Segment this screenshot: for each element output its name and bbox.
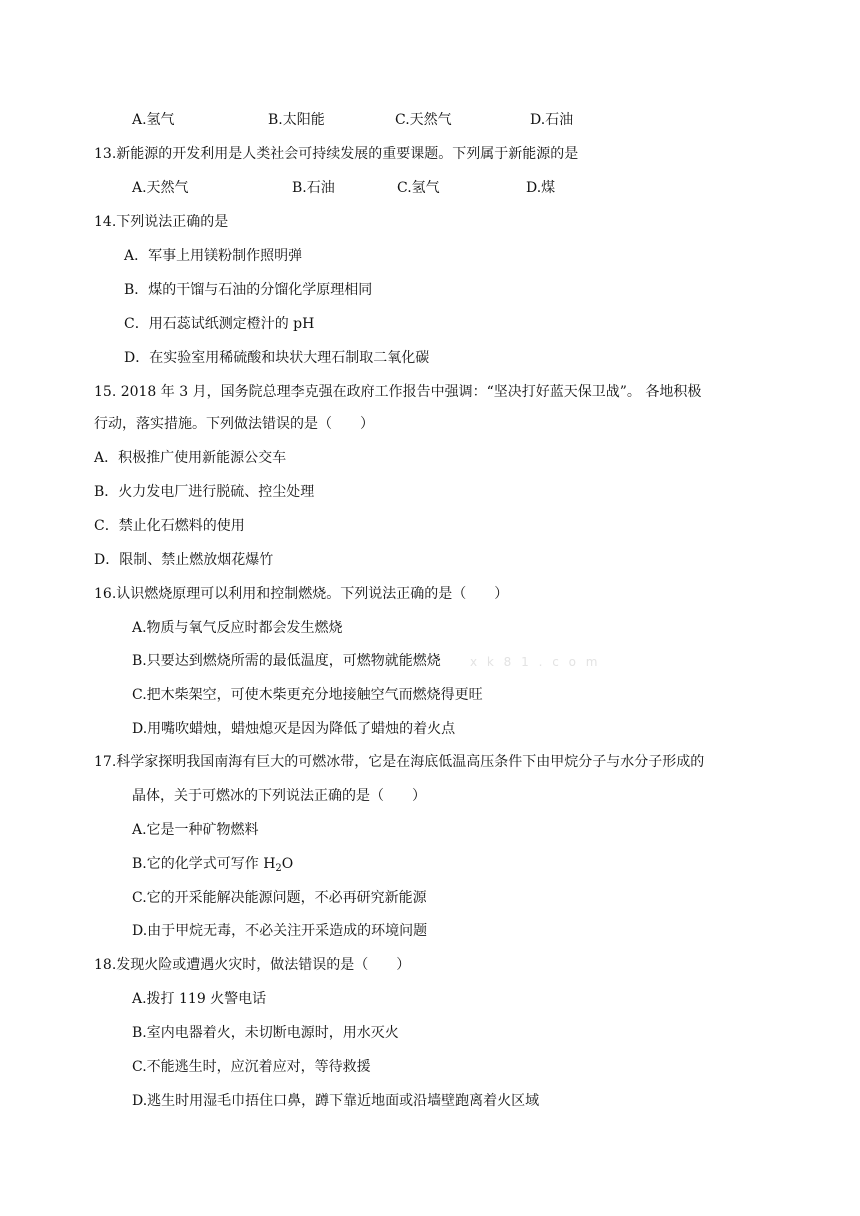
q14-option-a: A．军事上用镁粉制作照明弹 <box>124 248 303 264</box>
q13-option-d: D.煤 <box>526 180 556 196</box>
q16-option-d: D.用嘴吹蜡烛，蜡烛熄灭是因为降低了蜡烛的着火点 <box>132 721 456 737</box>
q16-stem: 16.认识燃烧原理可以利用和控制燃烧。下列说法正确的是（ ） <box>94 586 509 602</box>
q12-option-a: A.氢气 <box>132 112 175 128</box>
q16-option-a: A.物质与氧气反应时都会发生燃烧 <box>132 620 343 636</box>
q17-option-b-prefix: B.它的化学式可写作 H <box>132 856 276 872</box>
q14-option-b: B．煤的干馏与石油的分馏化学原理相同 <box>124 282 373 298</box>
q15-option-c: C．禁止化石燃料的使用 <box>94 518 245 534</box>
q16-option-c: C.把木柴架空，可使木柴更充分地接触空气而燃烧得更旺 <box>132 687 483 703</box>
q14-option-d: D．在实验室用稀硫酸和块状大理石制取二氧化碳 <box>124 350 430 366</box>
q18-option-a: A.拨打 119 火警电话 <box>132 991 267 1007</box>
q17-option-a: A.它是一种矿物燃料 <box>132 822 259 838</box>
q13-option-b: B.石油 <box>292 180 335 196</box>
q14-stem: 14.下列说法正确的是 <box>94 214 229 230</box>
q15-option-d: D．限制、禁止燃放烟花爆竹 <box>94 552 274 568</box>
q17-stem-line1: 17.科学家探明我国南海有巨大的可燃冰带，它是在海底低温高压条件下由甲烷分子与水分子形成的 <box>94 754 705 770</box>
q14-option-c: C．用石蕊试纸测定橙汁的 pH <box>124 316 315 332</box>
q13-option-c: C.氢气 <box>397 180 440 196</box>
q18-option-d: D.逃生时用湿毛巾捂住口鼻，蹲下靠近地面或沿墙壁跑离着火区域 <box>132 1093 540 1109</box>
q12-option-c: C.天然气 <box>395 112 452 128</box>
q13-stem: 13.新能源的开发利用是人类社会可持续发展的重要课题。下列属于新能源的是 <box>94 146 579 162</box>
q18-stem: 18.发现火险或遭遇火灾时，做法错误的是（ ） <box>94 957 411 973</box>
q15-option-b: B．火力发电厂进行脱硫、控尘处理 <box>94 484 315 500</box>
q17-option-b-subscript: 2 <box>275 863 282 874</box>
q17-option-b-suffix: O <box>281 856 294 872</box>
q13-option-a: A.天然气 <box>132 180 189 196</box>
q18-option-b: B.室内电器着火，未切断电源时，用水灭火 <box>132 1025 399 1041</box>
q18-option-c: C.不能逃生时，应沉着应对，等待救援 <box>132 1059 371 1075</box>
q17-option-d: D.由于甲烷无毒，不必关注开采造成的环境问题 <box>132 923 428 939</box>
q15-option-a: A．积极推广使用新能源公交车 <box>94 450 287 466</box>
q17-option-c: C.它的开采能解决能源问题，不必再研究新能源 <box>132 890 427 906</box>
q12-option-d: D.石油 <box>530 112 574 128</box>
q15-stem-line2: 行动，落实措施。下列做法错误的是（ ） <box>94 416 374 432</box>
q17-stem-line2: 晶体，关于可燃冰的下列说法正确的是（ ） <box>132 788 426 804</box>
q12-option-b: B.太阳能 <box>268 112 325 128</box>
q15-stem-line1: 15. 2018 年 3 月，国务院总理李克强在政府工作报告中强调：“坚决打好蓝天保卫战”。 各地积极 <box>94 384 702 400</box>
watermark-text: x k 8 1 . c o m <box>470 655 601 669</box>
q17-option-b <box>132 854 293 874</box>
q16-option-b: B.只要达到燃烧所需的最低温度，可燃物就能燃烧 <box>132 653 441 669</box>
